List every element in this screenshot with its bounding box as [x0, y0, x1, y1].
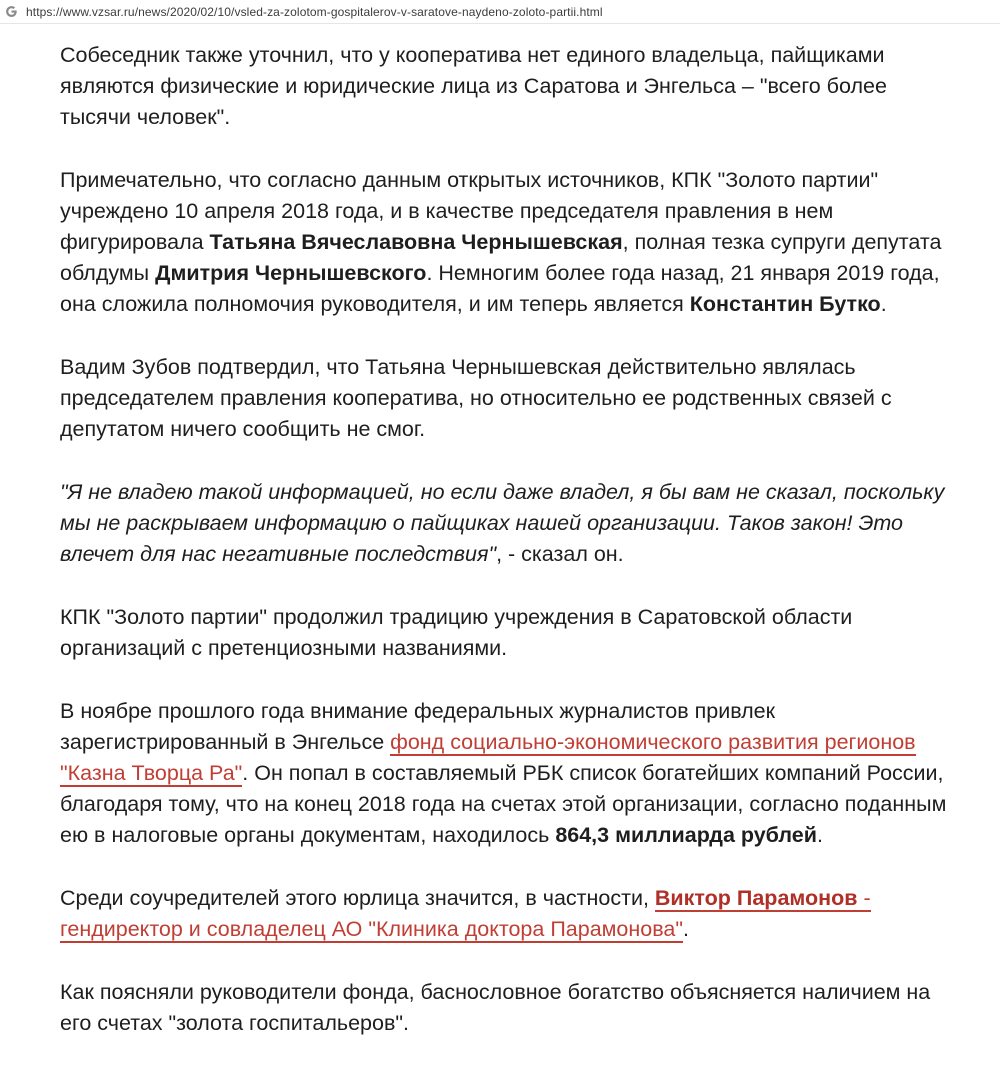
paragraph-2-text-1: Примечательно, что согласно данным открытых источников, КПК "Золото партии" учреждено 10 апреля 2018 года, и в качестве председателя правления в нем фигурировала: [60, 168, 879, 254]
url-text: https://www.vzsar.ru/news/2020/02/10/vsled-za-zolotom-gospitalerov-v-saratove-naydeno-zoloto-partii.html: [26, 4, 603, 19]
paragraph-2-text-4: .: [880, 292, 887, 316]
name-butko: Константин Бутко: [689, 292, 881, 316]
paragraph-2-text-2: , полная тезка супруги депутата облдумы: [60, 230, 942, 285]
kazna-tvortsa-ra-link[interactable]: фонд социально-экономического развития регионов "Казна Творца Ра": [60, 730, 916, 785]
paragraph-6-text-3: .: [816, 823, 823, 847]
paragraph-5: КПК "Золото партии" продолжил традицию учреждения в Саратовской области организаций с претенциозными названиями.: [60, 605, 853, 660]
paragraph-3: Вадим Зубов подтвердил, что Татьяна Чернышевская действительно являлась председателем правления кооператива, но относительно ее родственных связей с депутатом ничего сообщить не смог.: [60, 355, 892, 441]
paragraph-7-text-1: Среди соучредителей этого юрлица значится, в частности,: [60, 886, 655, 910]
paragraph-6: [60, 696, 960, 851]
address-bar[interactable]: [0, 0, 1000, 24]
quote-attribution: , - сказал он.: [496, 542, 624, 566]
name-chernyshevsky: Дмитрия Чернышевского: [155, 261, 427, 285]
paragraph-4: [60, 477, 960, 570]
paragraph-2-text-3: . Немногим более года назад, 21 января 2019 года, она сложила полномочия руководителя, и им теперь является: [60, 261, 940, 316]
paragraph-6-text-2: . Он попал в составляемый РБК список богатейших компаний России, благодаря тому, что на конец 2018 года на счетах этой организации, согласно поданным ею в налоговые органы документам, находилось: [60, 761, 947, 847]
paragraph-7-text-2: .: [683, 917, 689, 941]
google-g-icon: [4, 5, 18, 19]
paramonov-link-rest: - гендиректор и совладелец АО "Клиника доктора Парамонова": [60, 886, 871, 941]
paragraph-8: Как поясняли руководители фонда, баснословное богатство объясняется наличием на его счетах "золота госпитальеров".: [60, 980, 931, 1035]
paragraph-6-text-1: В ноябре прошлого года внимание федеральных журналистов привлек зарегистрированный в Энгельсе: [60, 699, 776, 754]
paragraph-1: Собеседник также уточнил, что у кооператива нет единого владельца, пайщиками являются физические и юридические лица из Саратова и Энгельса – "всего более тысячи человек".: [60, 43, 887, 129]
quote-text: "Я не владею такой информацией, но если даже владел, я бы вам не сказал, поскольку мы не раскрываем информацию о пайщиках нашей организации. Таков закон! Это влечет для нас негативные последствия": [60, 480, 945, 566]
paragraph-7: [60, 883, 960, 945]
amount-bold: 864,3 миллиарда рублей: [555, 823, 817, 847]
paragraph-2: [60, 165, 960, 320]
name-chernyshevskaya: Татьяна Вячеславовна Чернышевская: [209, 230, 623, 254]
paramonov-link-name: Виктор Парамонов: [654, 886, 858, 910]
article-body: [60, 40, 960, 1071]
